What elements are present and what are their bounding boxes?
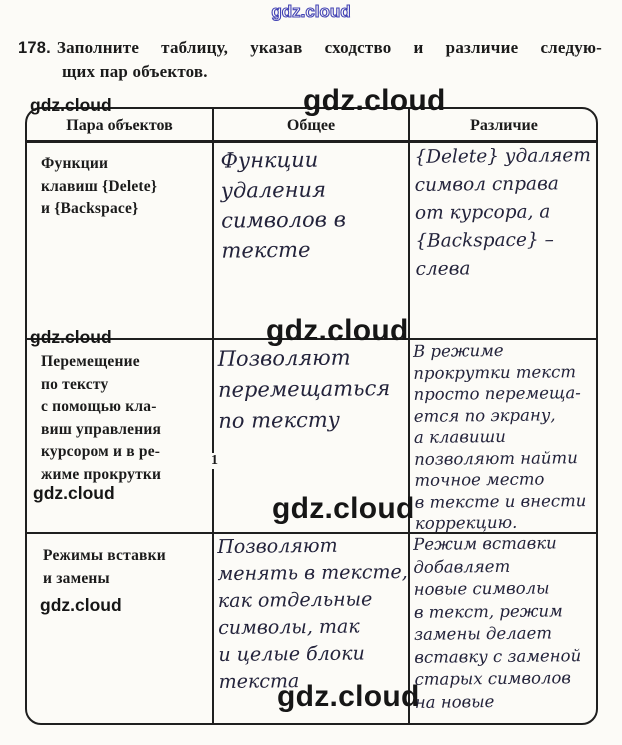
exercise-line-1 xyxy=(18,36,602,60)
watermark-big-2: gdz.cloud xyxy=(266,314,409,347)
text-line: по тексту xyxy=(218,407,341,433)
text-line: просто перемеща- xyxy=(413,383,581,404)
row3-pair-cell xyxy=(43,545,166,590)
text-line: добавляет xyxy=(413,556,511,577)
text-line: и целые блоки xyxy=(218,642,365,666)
text-line: В режиме xyxy=(413,340,504,361)
exercise-number: 178. xyxy=(18,39,51,57)
text-line: символы, так xyxy=(218,615,360,639)
text-line: на новые xyxy=(414,691,495,712)
row2-common-handwriting xyxy=(218,342,391,437)
row3-difference-handwriting xyxy=(413,532,582,714)
text-line: Позволяют xyxy=(217,345,351,371)
text-line: с помощью кла- xyxy=(41,398,157,415)
exercise-text-2: щих пар объектов. xyxy=(62,62,208,81)
comparison-table xyxy=(25,107,598,725)
text-line: удаления xyxy=(220,177,327,203)
text-line: как отдельные xyxy=(217,588,373,612)
text-line: замены делает xyxy=(414,623,553,644)
text-line: виш управления xyxy=(41,420,162,438)
text-line: слева xyxy=(415,258,471,280)
row3-common-handwriting xyxy=(217,532,409,696)
watermark-big-1: gdz.cloud xyxy=(303,84,446,117)
text-line: Режим вставки xyxy=(413,533,557,554)
text-line: клавиш {Delete} xyxy=(41,177,158,195)
text-line: по тексту xyxy=(41,375,109,393)
text-line: Режимы вставки xyxy=(43,547,166,564)
text-line: позволяют найти xyxy=(414,447,578,469)
text-line: перемещаться xyxy=(217,376,391,402)
header-pair: Пара объектов xyxy=(66,117,173,134)
exercise-statement xyxy=(18,36,602,84)
text-line: символ справа xyxy=(414,173,559,196)
watermark-small-1: gdz.cloud xyxy=(30,95,112,115)
text-line: от курсора, а xyxy=(414,201,551,224)
text-line: жиме прокрутки xyxy=(41,465,162,483)
exercise-text-1: Заполните таблицу, указав сходство и различие следую- xyxy=(56,38,602,57)
text-line: и замены xyxy=(43,569,110,587)
text-line: новые символы xyxy=(413,578,550,599)
text-line: Функции xyxy=(220,147,319,173)
watermark-small-2: gdz.cloud xyxy=(30,327,112,347)
text-line: {Backspace} – xyxy=(415,229,554,252)
text-line: менять в тексте, xyxy=(217,561,408,585)
text-line: в тексте и внести xyxy=(414,490,587,512)
row2-pair-cell xyxy=(41,351,161,486)
text-line: тексте xyxy=(221,237,311,263)
text-line: курсором и в ре- xyxy=(41,443,161,460)
text-line: вставку с заменой xyxy=(414,645,582,667)
watermark-small-4: gdz.cloud xyxy=(40,595,122,615)
text-line: текста xyxy=(218,670,300,693)
text-line: Перемещение xyxy=(41,353,140,370)
header-difference: Различие xyxy=(470,117,538,134)
text-line: ется по экрану, xyxy=(413,404,556,426)
row1-difference-handwriting xyxy=(414,142,592,284)
text-line: а клавиши xyxy=(413,426,506,447)
text-line: точное место xyxy=(414,469,545,490)
text-line: Функции xyxy=(41,155,109,172)
text-line: Позволяют xyxy=(217,534,338,558)
text-line: {Delete} удаляет xyxy=(414,145,591,168)
text-line: старых символов xyxy=(414,668,572,689)
text-line: и {Backspace} xyxy=(41,200,139,217)
column-divider-1 xyxy=(212,109,214,723)
watermark-outline-top: gdz.cloud xyxy=(271,2,351,21)
watermark-small-3: gdz.cloud xyxy=(33,483,115,503)
watermark-big-4: gdz.cloud xyxy=(277,680,420,713)
text-line: символов в xyxy=(221,207,346,233)
header-common: Общее xyxy=(286,117,336,134)
footnote-mark: 1 xyxy=(211,453,218,468)
row1-common-handwriting xyxy=(220,144,346,265)
row2-difference-handwriting xyxy=(413,339,587,534)
watermark-big-3: gdz.cloud xyxy=(272,492,415,525)
row1-pair-cell xyxy=(41,153,157,221)
text-line: в текст, режим xyxy=(413,600,563,622)
text-line: коррекцию. xyxy=(414,512,518,533)
text-line: прокрутки текст xyxy=(413,361,577,383)
